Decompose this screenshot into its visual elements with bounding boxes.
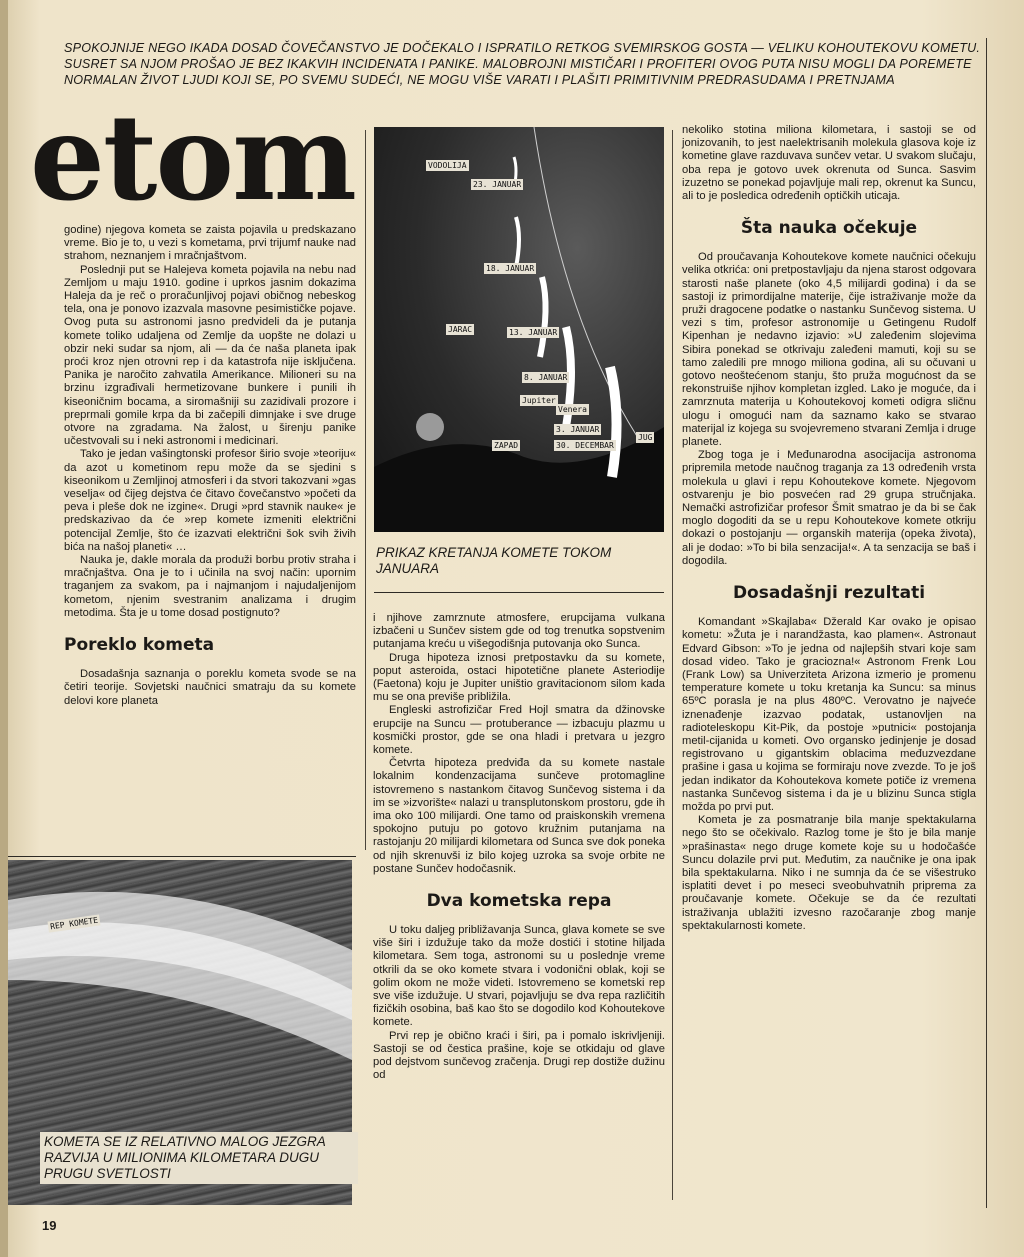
column-divider — [365, 130, 366, 850]
label-18-januar: 18. JANUAR — [486, 264, 535, 273]
subheading: Dva kometska repa — [426, 891, 612, 912]
label-3-januar: 3. JANUAR — [556, 425, 600, 434]
tail-label: REP KOMETE — [47, 914, 100, 932]
paragraph: U toku daljeg približavanja Sunca, glava komete se sve više širi i izdužuje tako da može dostići i stotine hiljada kilometara. Sem toga, astronomi su u poslednje vreme otkrili da se oko komete stvara i vodonični oblak, koji se golim okom ne može videti. Istovremeno se kometski rep sve više izdužuje. U stvari, pojavljuju se dva repa različitih fizičkih osobina, baš kao što se dogodilo kod Kohoutekove komete. — [373, 924, 665, 1029]
paragraph: Engleski astrofizičar Fred Hojl smatra da džinovske erupcije na Suncu — protuberance — izbacuju plazmu u kosmički prostor, gde se ona hladi i pretvara u jezgro komete. — [373, 704, 665, 757]
photo-caption: KOMETA SE IZ RELATIVNO MALOG JEZGRA RAZVIJA U MILIONIMA KILOMETARA DUGU PRUGU SVETLOSTI — [40, 1132, 358, 1184]
column-2 — [373, 612, 665, 1083]
column-divider — [672, 130, 673, 1200]
subheading: Šta nauka očekuje — [740, 218, 918, 239]
label-jarac: JARAC — [448, 325, 473, 334]
figure-top-rule — [8, 856, 356, 857]
label-venera: Venera — [558, 405, 587, 414]
paragraph: Poslednji put se Halejeva kometa pojavila na nebu nad Zemljom u maju 1910. godine i uprkos jasnim dokazima Haleja da je reč o proračunljivoj pojavi običnog nebeskog tela, ona je ponovo izazvala masovne pesimističke pojave. Ovog puta su astronomi jasno predvideli da je putanja komete toliko udaljena od Zemlje da uopšte ne dolazi u obzir neki sudar sa njom, ali — da će naša planeta ipak proći kroz njen otrovni rep i da katastrofa nije isključena. Panika je naročito zahvatila Amerikance. Milioneri su na brzinu izgrađivali hermetizovane bunkere i punili ih kiseoničnim bocama, a siromašniji su zazidivali prozore i preprmali gomile krpa da bi začepili dimnjake i sve druge otvore na zgradama. Na žalost, u širenju panike učestvovali su i neki astronomi i medicinari. — [64, 263, 356, 448]
subheading: Poreklo kometa — [64, 635, 215, 656]
paragraph: godine) njegova kometa se zaista pojavila u predskazano vreme. Bio je to, u vezi s kometama, prvi trijumf nauke nad strahom, neznanjem i mračnjaštvom. — [64, 224, 356, 263]
paragraph: Kometa je za posmatranje bila manje spektakularna nego što se očekivalo. Razlog tome je što je bila manje »prašinasta« nego druge komete koje su u hodočašće Suncu dolazile prvi put. Međutim, za naučnike je ona ipak bila spektakularna. Niko i ne sumnja da će se višestruko isplatiti devet i po meseci sveobuhvatnih priprema za proučavanje komete. Očekuje se da će rezultati istraživanja ublažiti izvesno razočaranje zbog manje spektakularnosti komete. — [682, 814, 976, 932]
paragraph: i njihove zamrznute atmosfere, erupcijama vulkana izbačeni u Sunčev sistem gde od tog trenutka sopstvenim putanjama kreću u višegodišnja putovanja oko Sunca. — [373, 612, 665, 651]
paragraph: Zbog toga je i Međunarodna asocijacija astronoma pripremila metode naučnog traganja za 13 određenih vrsta molekula u glavi i repu Kohoutekove komete. Njegovom ostvarenju je bio posvećen rad 29 grupa stručnjaka. Nemački astrofizičar profesor Šmit smatrao je da bi se čak moglo dogoditi da se u repu Kohoutekove komete otkriju dokazi o postojanju — organskih materija (opeka života), ali je dodao: »To bi bila senzacija!«. A ta senzacija se baš i dogodila. — [682, 449, 976, 567]
comet-path-illustration — [374, 127, 664, 532]
label-jug: JUG — [638, 433, 653, 442]
column-3 — [682, 124, 976, 933]
label-8-januar: 8. JANUAR — [524, 373, 568, 382]
paragraph: Komandant »Skajlaba« Džerald Kar ovako je opisao kometu: »Žuta je i narandžasta, kao plamen«. Astronaut Edvard Gibson: »To je jedna od najlepših stvari koje sam dosad video. Tako je graciozna!« Astronom Frenk Lou (Frank Low) sa Univerziteta Arizona izmerio je promenu temperature komete u toku kretanja ka Suncu: sa minus 65ºC porasla je na plus 480ºC. Verovatno je najveće iznenađenje izazvao podatak, ustanovljen na radioteleskopu Kit-Pik, da postoje »putnici« postojanja metil-cijanida u kometi. Ovo organsko jedinjenje je dosad registrovano u gigantskim oblacima međuzvezdane prašine i gasa u kojima se formiraju nove zvezde. To je još jedan indikator da Kohoutekova komete potiče iz vremena nastanka Sunčevog sistema i da je u blizinu Sunca stigla možda po prvi put. — [682, 616, 976, 813]
right-border-rule — [986, 38, 987, 1208]
paragraph: nekoliko stotina miliona kilometara, i sastoji se od jonizovanih, to jest naelektrisanih molekula glasova koje iz kometine glave razduvava sunčev vetar. U svakom slučaju, oba repa je gotovo uvek okrenuta od Sunca. Sasvim izuzetno se ponekad pojavljuje mali rep, okrenut ka Suncu, ali to je posledica određenih optičkih uticaja. — [682, 124, 976, 203]
article-deck: SPOKOJNIJE NEGO IKADA DOSAD ČOVEČANSTVO JE DOČEKALO I ISPRATILO RETKOG SVEMIRSKOG GOSTA — VELIKU KOHOUTEKOVU KOMETU. SUSRET SA NJOM PROŠAO JE BEZ IKAKVIH INCIDENATA I PANIKE. MALOBROJNI MISTIČARI I PROFITERI OVOG PUTA NISU MOGLI DA POREMETE NORMALAN ŽIVOT LJUDI KOJI SE, PO SVEMU SUDEĆI, NE MOGU VIŠE VARATI I PLAŠITI PRIMITIVNIM PREDRASUDAMA I PRETNJAMA — [64, 41, 981, 87]
column-1 — [64, 224, 356, 708]
label-jupiter: Jupiter — [522, 396, 556, 405]
subheading: Dosadašnji rezultati — [732, 583, 926, 604]
label-zapad: ZAPAD — [494, 441, 519, 450]
label-vodolija: VODOLIJA — [428, 161, 467, 170]
paragraph: Od proučavanja Kohoutekove komete naučnici očekuju velika otkrića: oni pretpostavljaju da njena starost odgovara starosti naše planete (oko 4,5 milijardi godina) i da se sastoji iz primordijalne materije, čije istraživanje može da pruži dragocene podatke o nastanku Sunčevog sistema. U vezi s tim, profesor astronomije u Getingenu Rudolf Kipenhan je nedavno izjavio: »U zaleđenim slojevima Sibira ponekad se otkrivaju zaleđeni mamuti, koji su se tamo zaledili pre mnogo miliona godina, ali su očuvani u gotovo neoštećenom stanju, što pruža mogućnost da se rekonstruiše njihov kompletan izgled. Lako je moguće, da i zamrznuta materija u Kohoutekovoj kometi odigra sličnu ulogu i omogući nam da saznamo kako se stvarao materijal iz kojega su svojevremeno stvarani Zemlja i druge planete. — [682, 251, 976, 449]
label-23-januar: 23. JANUAR — [473, 180, 522, 189]
paragraph: Dosadašnja saznanja o poreklu kometa svode se na četiri teorije. Sovjetski naučnici smatraju da su komete delovi kore planeta — [64, 668, 356, 707]
page-number: 19 — [42, 1218, 57, 1233]
headline-fragment: etom — [29, 104, 355, 214]
paragraph: Četvrta hipoteza predviđa da su komete nastale lokalnim kondenzacijama sunčeve protomagline istovremeno s nastankom čitavog Sunčevog sistema i da im se »izvorište« nalazi u transplutonskom prostoru, gde ih ima oko 100 milijardi. One tamo od praiskonskih vremena spokojno putuju po gotovo kružnim putanjama na rastojanju 20 milijardi kilometara od Sunca sve dok poneka od njih skrenuvši iz bilo kojeg uzroka sa svoje orbite ne postane Sunčev hodočasnik. — [373, 757, 665, 875]
paragraph: Tako je jedan vašingtonski profesor širio svoje »teoriju« da azot u kometinom repu može da se sjedini s kiseonikom u Zemljinoj atmosferi i da stvori takozvani »gas veselja« od čijeg dejstva će čitavo čovečanstvo »početi da peva i pleše dok ne izgine«. Drugi »prd stavnik nauke« je predskazivao da će »rep komete izmeniti električni potencijal Zemlje, što će izazvati električni šok svih živih bića na našoj planeti« … — [64, 448, 356, 553]
paragraph: Druga hipoteza iznosi pretpostavku da su komete, poput asteroida, ostaci hipotetične planete Asteriodije (Faetona) koju je Jupiter uništio gravitacionom silom kada mu se ona previše približila. — [373, 651, 665, 704]
illustration-caption: PRIKAZ KRETANJA KOMETE TOKOM JANUARA — [376, 545, 612, 576]
label-13-januar: 13. JANUAR — [509, 328, 558, 337]
caption-rule — [374, 592, 664, 593]
paragraph: Prvi rep je obično kraći i širi, pa i pomalo iskrivljeniji. Sastoji se od čestica prašine, koje se otkidaju od glave pod dejstvom sunčevog zračenja. Drugi rep dostiže dužinu od — [373, 1029, 665, 1082]
label-30-decembar: 30. DECEMBAR — [556, 441, 614, 450]
paragraph: Nauka je, dakle morala da produži borbu protiv straha i mračnjaštva. Ona je to i učinila na svoj način: upornim traganjem za svakom, pa i najmanjom i najudaljenijom kometom, njenim svestranim analizama i drugim metodima. Šta je u tome dosad postignuto? — [64, 554, 356, 619]
